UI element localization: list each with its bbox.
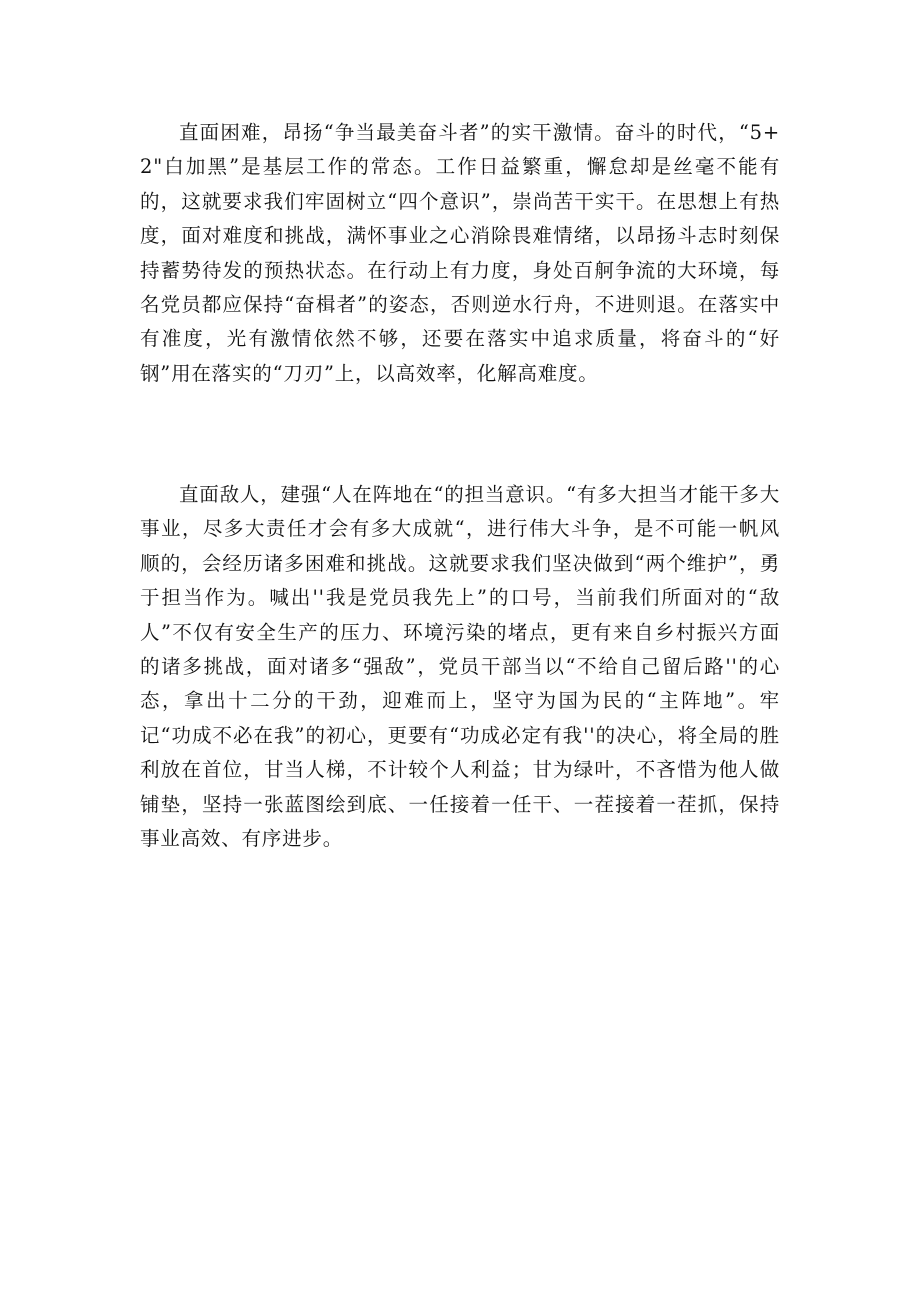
paragraph-enemy: 直面敌人，建强“人在阵地在“的担当意识。“有多大担当才能干多大事业，尽多大责任才会有多大成就“，进行伟大斗争，是不可能一帆风顺的，会经历诸多困难和挑战。这就要求我们坚决做到“两个维护”，勇于担当作为。喊出''我是党员我先上”的口号，当前我们所面对的“敌人”不仅有安全生产的压力、环境污染的堵点，更有来自乡村振兴方面的诸多挑战，面对诸多“强敌”，党员干部当以“不给自己留后路''的心态，拿出十二分的干劲，迎难而上，坚守为国为民的“主阵地”。牢记“功成不必在我”的初心，更要有“功成必定有我''的决心，将全局的胜利放在首位，甘当人梯，不计较个人利益；甘为绿叶，不吝惜为他人做铺垫，坚持一张蓝图绘到底、一任接着一任干、一茬接着一茬抓，保持事业高效、有序进步。 [140, 483, 780, 851]
paragraph-difficulty: 直面困难，昂扬“争当最美奋斗者”的实干激情。奋斗的时代，“5+2"白加黑”是基层工作的常态。工作日益繁重，懈怠却是丝毫不能有的，这就要求我们牢固树立“四个意识”，崇尚苦干实干。在思想上有热度，面对难度和挑战，满怀事业之心消除畏难情绪，以昂扬斗志时刻保持蓄势待发的预热状态。在行动上有力度，身处百舸争流的大环境，每名党员都应保持“奋楫者”的姿态，否则逆水行舟，不进则退。在落实中有准度，光有激情依然不够，还要在落实中追求质量，将奋斗的“好钢”用在落实的“刀刃”上，以高效率，化解高难度。 [140, 121, 780, 385]
